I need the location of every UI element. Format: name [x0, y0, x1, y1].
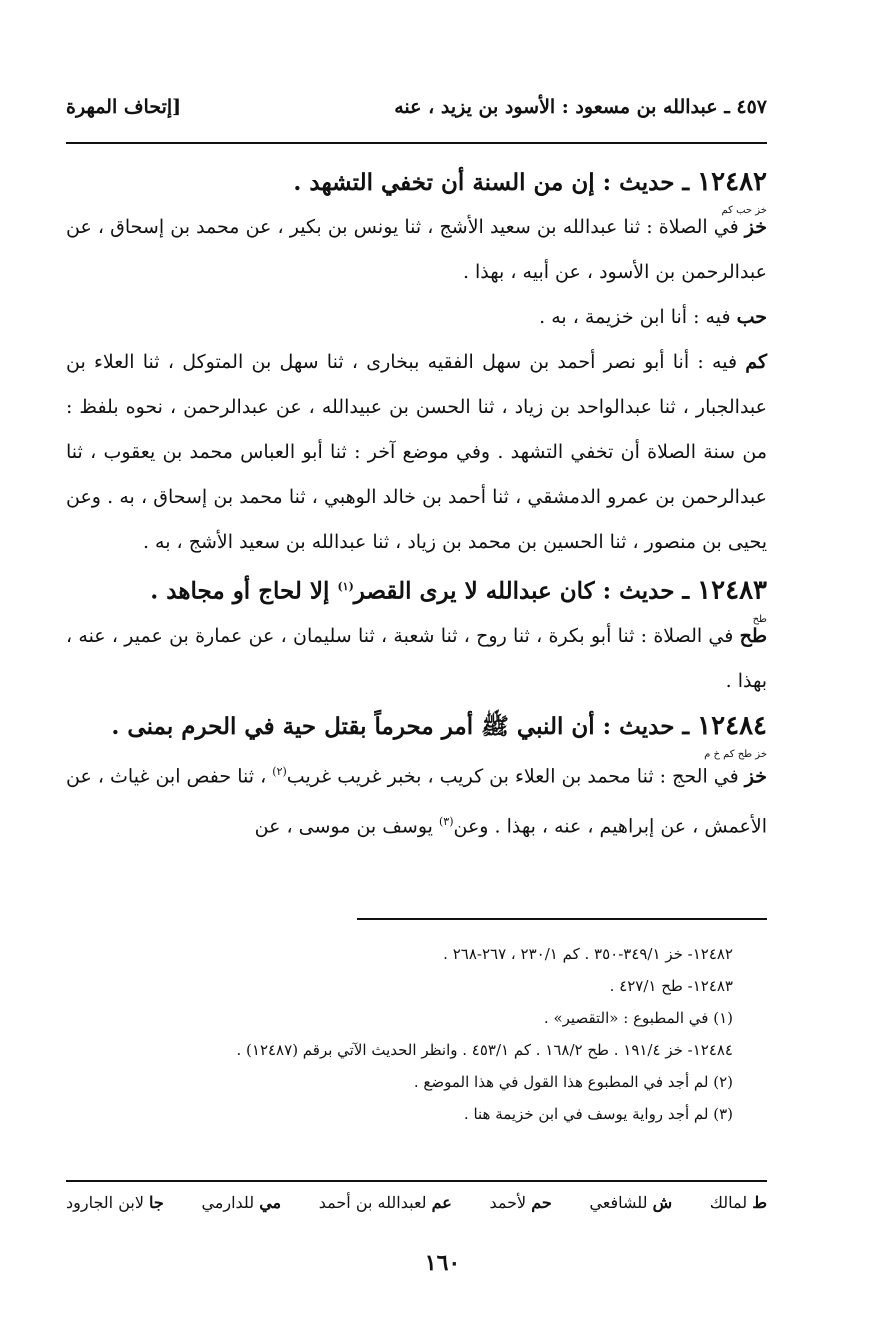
- running-header: [66, 90, 767, 124]
- header-book-title: [إتحاف المهرة: [66, 96, 182, 118]
- footnote: (٢) لم أجد في المطبوع هذا القول في هذا الموضع .: [413, 1073, 733, 1091]
- footnote: ١٢٤٨٣- طح ٤٢٧/١ .: [609, 977, 733, 995]
- footnote: (١) في المطبوع : «التقصير» .: [543, 1009, 733, 1027]
- abbreviation-key: [66, 1193, 767, 1212]
- abbreviation-divider: [66, 1180, 767, 1182]
- source-code: خز: [744, 764, 767, 787]
- footnote-marker: (٢): [272, 764, 287, 778]
- isnad-text: فيه : أنا ابن خزيمة ، به .: [539, 306, 737, 328]
- header-chapter-title: ٤٥٧ ـ عبدالله بن مسعود : الأسود بن يزيد ، عنه: [394, 96, 767, 118]
- hadith-heading: [66, 704, 767, 760]
- footnotes: [66, 938, 733, 1130]
- hadith-heading: [66, 160, 767, 216]
- hadith-heading: [66, 565, 767, 625]
- source-sigla: طح: [752, 613, 767, 625]
- isnad-text-end: يوسف بن موسى ، عن: [254, 815, 439, 838]
- source-sigla: خز حب كم: [721, 205, 767, 216]
- hadith-number: ١٢٤٨٤: [697, 710, 767, 741]
- page-number: ١٦٠: [424, 1250, 461, 1276]
- hadith-title: ـ حديث : كان عبدالله لا يرى القصر: [353, 577, 698, 605]
- isnad-text: في الصلاة : ثنا عبدالله بن سعيد الأشج ، ثنا يونس بن بكير ، عن محمد بن إسحاق ، عن عبدالرحمن بن الأسود ، عن أبيه ، بهذا .: [66, 216, 767, 283]
- isnad-text: في الحج : ثنا محمد بن العلاء بن كريب ، بخبر غريب غريب: [286, 764, 745, 787]
- hadith-number: ١٢٤٨٣: [697, 575, 767, 606]
- footnote: ١٢٤٨٢- خز ٣٤٩/١-٣٥٠ . كم ٢٣٠/١ ، ٢٦٧-٢٦٨ .: [443, 945, 733, 963]
- abbreviation-item: مي للدارمي: [201, 1193, 282, 1212]
- hadith-title-cont: إلا لحاج أو مجاهد .: [150, 577, 338, 605]
- hadith-entry-12482: [66, 160, 767, 565]
- source-code: خز: [744, 216, 767, 238]
- isnad-text: فيه : أنا أبو نصر أحمد بن سهل الفقيه ببخارى ، ثنا سهل بن المتوكل ، ثنا العلاء بن عبدالجبار ، ثنا عبدالواحد بن زياد ، ثنا الحسن بن عبيدالله ، عن عبدالرحمن ، نحوه بلفظ : من سنة الصلاة أن تخفي التشهد . وفي موضع آخر : ثنا أبو العباس محمد بن يعقوب ، ثنا عبدالرحمن بن عمرو الدمشقي ، ثنا أحمد بن خالد الوهبي ، ثنا محمد بن إسحاق ، به . وعن يحيى بن منصور ، ثنا الحسين بن محمد بن زياد ، ثنا عبدالله بن سعيد الأشج ، به .: [66, 351, 767, 553]
- isnad-paragraph: [66, 340, 767, 565]
- hadith-title: ـ حديث : إن من السنة أن تخفي التشهد .: [293, 169, 698, 196]
- isnad-paragraph: [66, 295, 767, 340]
- isnad-text-cont: ، ثنا حفص ابن غياث ، عن الأعمش ، عن إبراهيم ، عنه ، بهذا . وعن: [66, 764, 767, 838]
- footnote: ١٢٤٨٤- خز ١٩١/٤ . طح ١٦٨/٢ . كم ٤٥٣/١ . وانظر الحديث الآتي برقم (١٢٤٨٧) .: [236, 1041, 733, 1059]
- isnad-paragraph: [66, 205, 767, 295]
- hadith-number: ١٢٤٨٢: [697, 167, 767, 197]
- abbreviation-item: ط لمالك: [709, 1193, 767, 1212]
- abbreviation-item: حم لأحمد: [489, 1193, 552, 1212]
- header-divider: [66, 142, 767, 144]
- main-text: [66, 160, 767, 849]
- isnad-paragraph: [66, 614, 767, 704]
- footnote-marker: (١): [337, 580, 354, 593]
- footnote-marker: (٣): [438, 814, 454, 828]
- isnad-text: في الصلاة : ثنا أبو بكرة ، ثنا روح ، ثنا شعبة ، ثنا سليمان ، عن عمارة بن عمير ، عنه ، بهذا .: [66, 624, 767, 692]
- footnote: (٣) لم أجد رواية يوسف في ابن خزيمة هنا .: [463, 1105, 733, 1123]
- abbreviation-item: عم لعبدالله بن أحمد: [318, 1193, 452, 1212]
- abbreviation-item: ش للشافعي: [589, 1193, 673, 1212]
- source-code: طح: [739, 624, 767, 647]
- hadith-title: ـ حديث : أن النبي ﷺ أمر محرماً بقتل حية في الحرم بمنى .: [111, 712, 698, 740]
- abbreviation-item: جا لابن الجارود: [66, 1193, 164, 1212]
- source-code: حب: [736, 306, 767, 328]
- hadith-entry-12484: [66, 704, 767, 850]
- isnad-paragraph: [66, 749, 767, 850]
- footnote-divider: [357, 918, 767, 920]
- source-sigla: خز طح كم خ م: [704, 748, 767, 760]
- source-code: كم: [745, 351, 767, 373]
- hadith-entry-12483: [66, 565, 767, 704]
